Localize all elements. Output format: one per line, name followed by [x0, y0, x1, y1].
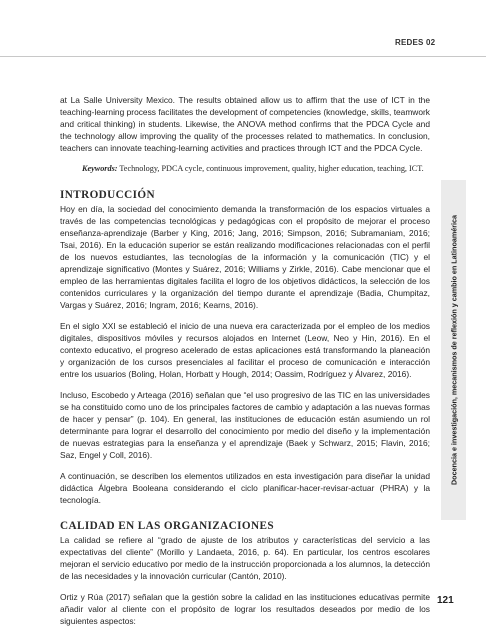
intro-paragraph-3: Incluso, Escobedo y Arteaga (2016) señalan que “el uso progresivo de las TIC en las universidades se ha constituido como uno de los principales factores de cambio y adaptación a las nuevas formas de hacer y pensar” (p. 104). En general, las instituciones de educación están asumiendo un rol determinante para lograr el desarrollo del conocimiento por medio del diseño y la implementación de nuevas estrategias para la enseñanza y el aprendizaje (Baek y Schwarz, 2015; Flavin, 2016; Saz, Engel y Coll, 2016).	[60, 390, 430, 460]
side-tab-label: Docencia e investigación, mecanismos de reflexión y cambio en Latinoamérica	[449, 214, 458, 486]
intro-paragraph-1: Hoy en día, la sociedad del conocimiento demanda la transformación de los espacios virtuales a través de las competencias tecnológicas y pedagógicas con el propósito de mejorar el proceso enseñanza-aprendizaje (Barber y King, 2016; Jang, 2016; Simpson, 2016; Subramaniam, 2016; Tsai, 2016). En la educación superior se están realizando modificaciones relacionadas con el perfil de los nuevos estudiantes, las tecnologías de la información y la comunicación (TIC) y el aprendizaje significativo (Montes y Suárez, 2016; Williams y Zirkle, 2016). Cabe mencionar que el empleo de las herramientas digitales facilita el logro de los objetivos didácticos, la selección de los contenidos curriculares y la organización del tiempo durante el aprendizaje (Badia, Chumpitaz, Vargas y Suárez, 2016; Ingram, 2016; Kearns, 2016).	[60, 204, 430, 310]
keywords-line	[60, 163, 430, 175]
page-body	[60, 94, 430, 636]
keywords-text: Technology, PDCA cycle, continuous improvement, quality, higher education, teaching, ICT.	[117, 164, 424, 173]
header-divider	[0, 56, 486, 57]
keywords-label: Keywords:	[82, 164, 118, 173]
side-tab	[441, 180, 466, 520]
intro-paragraph-4: A continuación, se describen los elementos utilizados en esta investigación para diseñar la unidad didáctica Álgebra Booleana considerando el ciclo planificar-hacer-revisar-actuar (PHRA) y la tecnología.	[60, 471, 430, 505]
intro-paragraph-2: En el siglo XXI se estableció el inicio de una nueva era caracterizada por el empleo de los medios digitales, dispositivos móviles y recursos alojados en Internet (Leow, Neo y Hin, 2016). En el contexto educativo, el progreso acelerado de estas aplicaciones está transformando la planeación y organización de los cursos presenciales al facilitar el proceso de comunicación e interacción entre los usuarios (Boling, Holan, Horbatt y Hough, 2014; Oassim, Rodríguez y Álvarez, 2016).	[60, 321, 430, 379]
section-heading-introduccion: INTRODUCCIÓN	[60, 189, 155, 201]
running-header: REDES 02	[395, 38, 436, 47]
page-number: 121	[437, 595, 454, 606]
quality-paragraph-2: Ortiz y Rúa (2017) señalan que la gestión sobre la calidad en las instituciones educativas permite añadir valor al cliente con el propósito de lograr los resultados deseados por medio de los siguientes aspectos:	[60, 592, 430, 626]
section-heading-calidad: CALIDAD EN LAS ORGANIZACIONES	[60, 520, 274, 532]
quality-paragraph-1: La calidad se refiere al “grado de ajuste de los atributos y características del servicio a las expectativas del cliente” (Morillo y Landaeta, 2016, p. 64). En particular, los centros escolares mejoran el servicio educativo por medio de la instrucción proporcionada a los alumnos, la detección de las necesidades y la innovación curricular (Cantón, 2010).	[60, 535, 430, 581]
abstract-paragraph: at La Salle University Mexico. The results obtained allow us to affirm that the use of ICT in the teaching-learning process facilitates the development of competencies (knowledge, skills, teamwork and critical thinking) in students. Likewise, the ANOVA method confirms that the PDCA Cycle and the technology allow improving the quality of the processes related to mathematics. In conclusion, teachers can innovate teaching-learning activities and practices through ICT and the PDCA Cycle.	[60, 95, 430, 153]
